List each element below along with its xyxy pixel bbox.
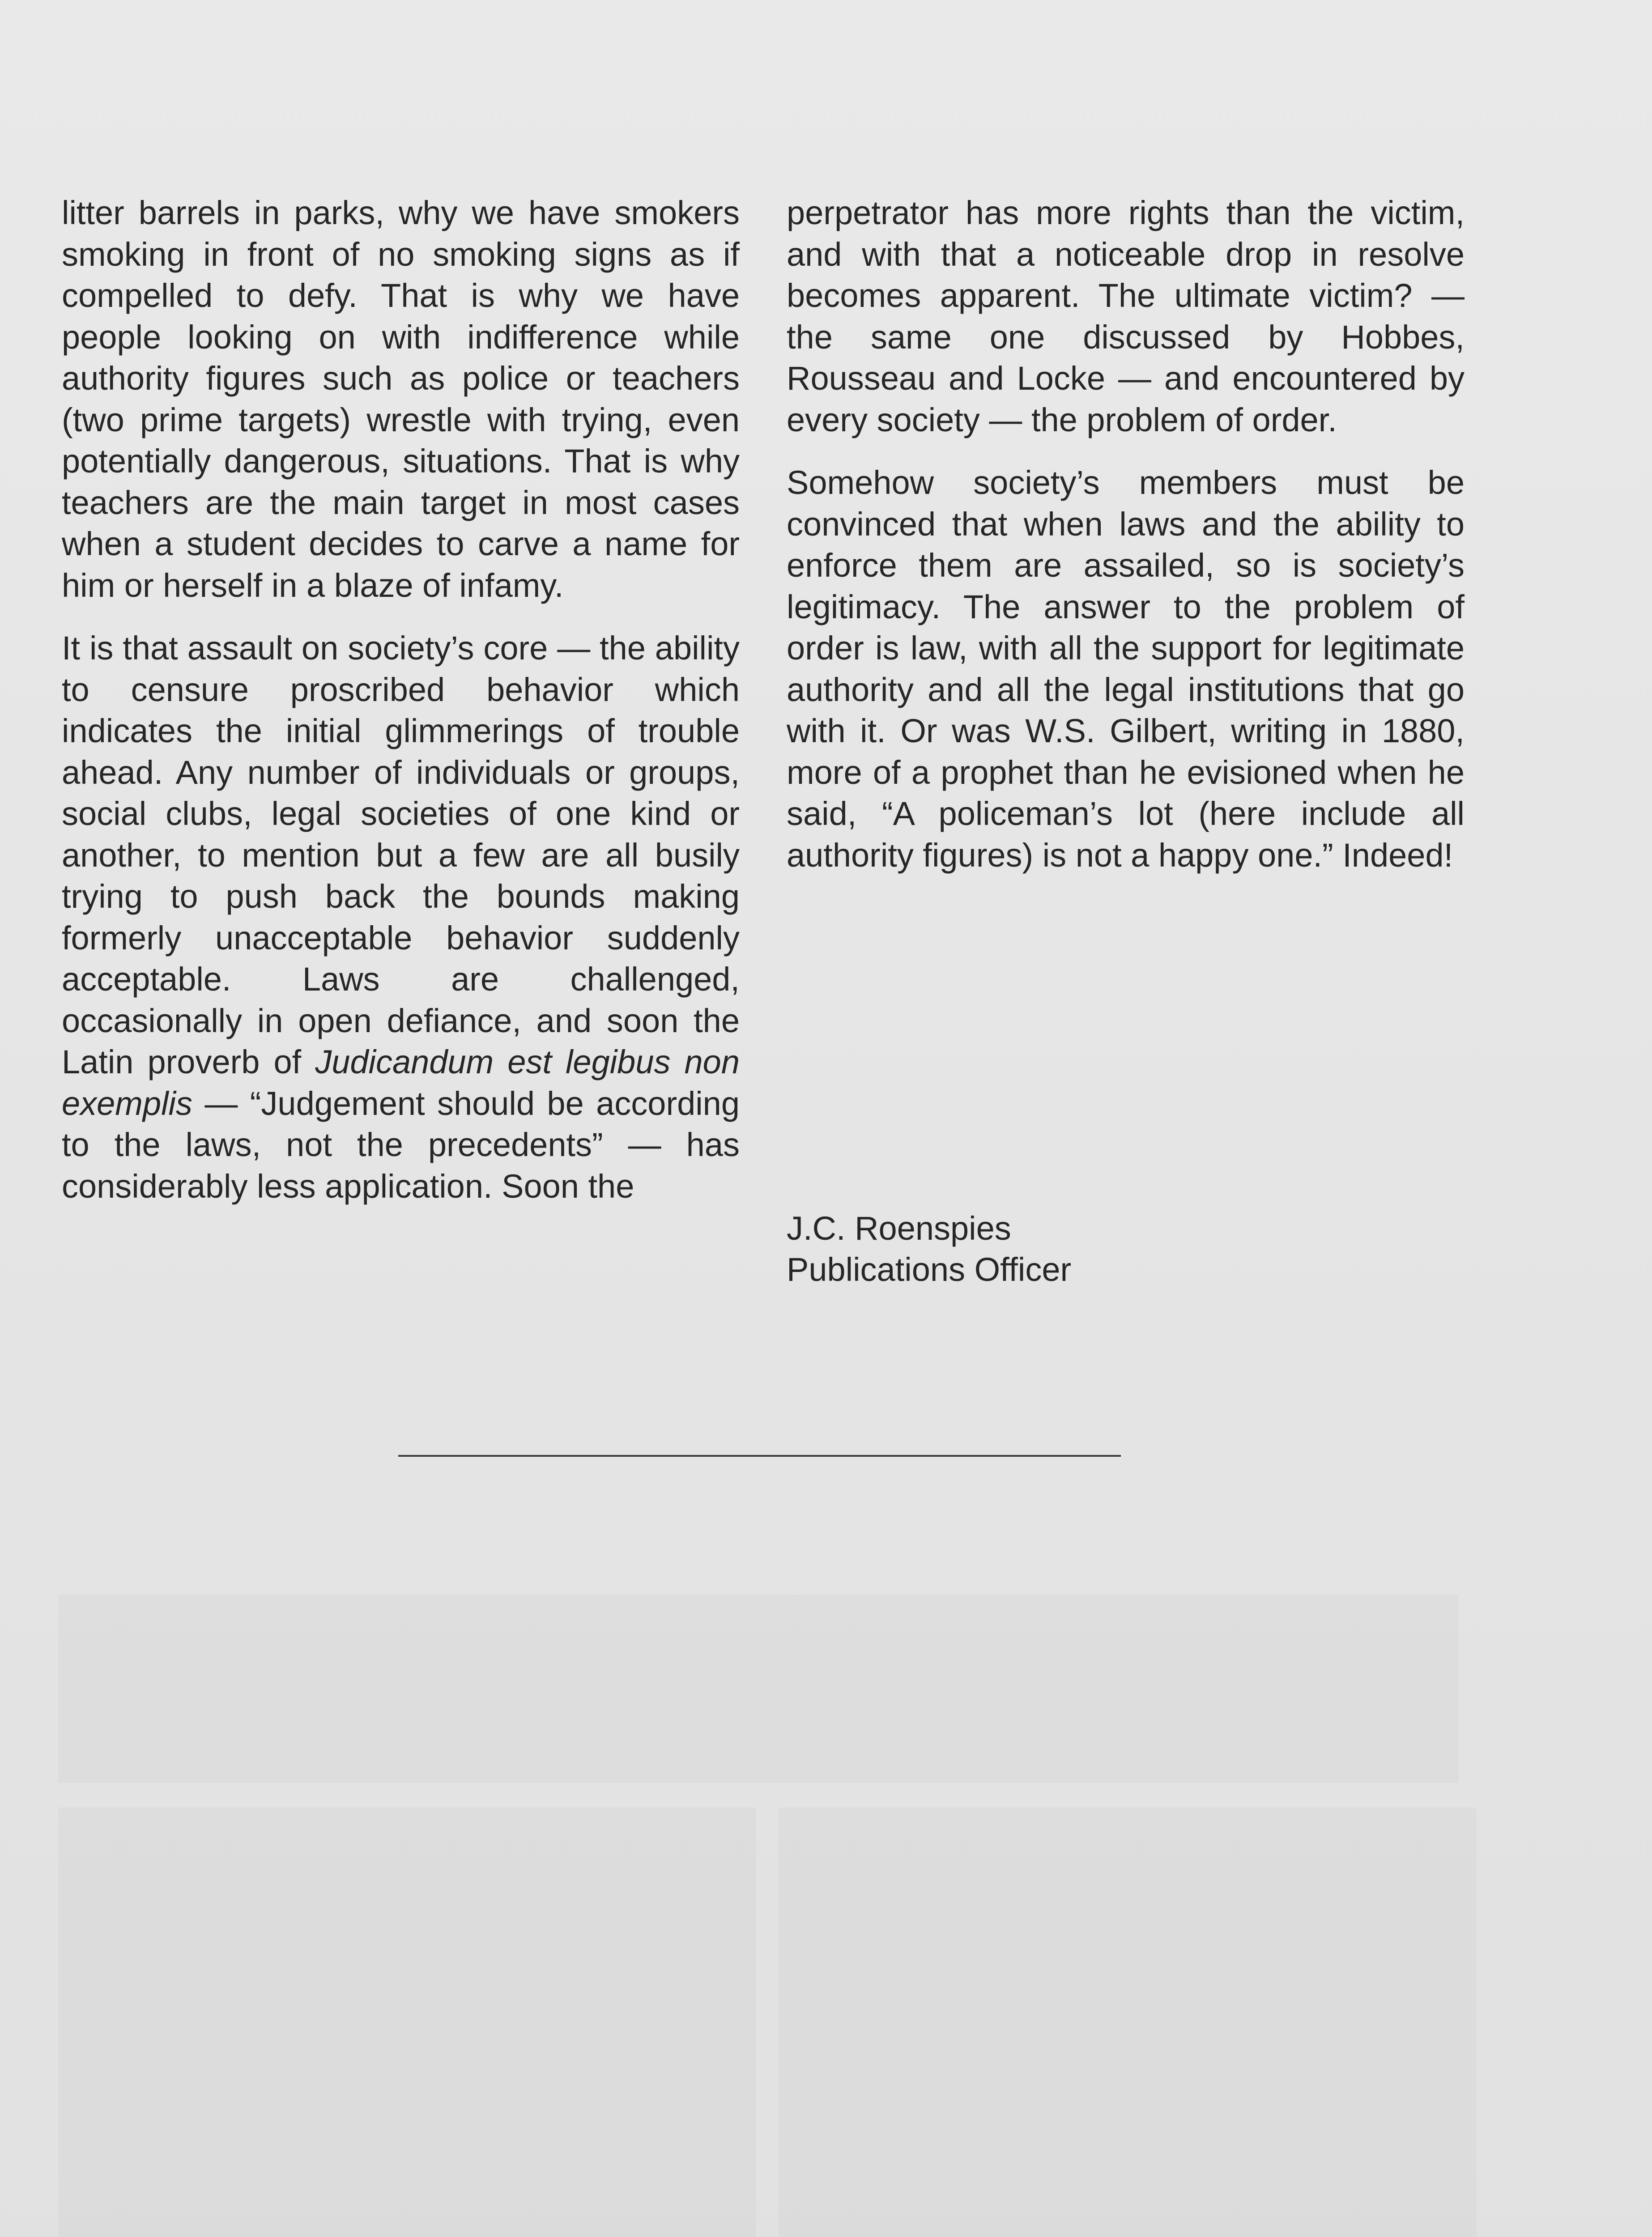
bleed-through-block-right bbox=[779, 1807, 1477, 2237]
article-paragraph: perpetrator has more rights than the victim, and with that a noticeable drop in resolve becomes apparent. The ultimate victim? — the same one discussed by Hobbes, Rousseau and Locke — and encountered by every society — the problem of order. bbox=[787, 194, 1465, 438]
article-paragraph: litter barrels in parks, why we have smokers smoking in front of no smoking signs as if compelled to defy. That is why we have people looking on with indifference while authority figures such as police or teachers (two prime targets) wrestle with trying, even potentially dangerous, situations. That is why teachers are the main target in most cases when a student decides to carve a name for him or herself in a blaze of infamy. bbox=[62, 194, 740, 604]
section-divider bbox=[398, 1455, 1121, 1457]
bleed-through-block bbox=[58, 1807, 756, 2237]
paragraph-text: It is that assault on society’s core — the ability to censure proscribed behavior which indicates the initial glimmerings of trouble ahead. Any number of individuals or groups, social clubs, legal societies of one kind or another, to mention but a few are all busily trying to push back the bounds making formerly unacceptable behavior suddenly acceptable. Laws are challenged, occasionally in open defiance, and soon the Latin proverb of bbox=[62, 629, 740, 1080]
article-paragraph bbox=[62, 628, 740, 1207]
article-right-column bbox=[787, 192, 1465, 897]
author-signature bbox=[787, 1208, 1071, 1290]
article-paragraph: Somehow society’s members must be convinced that when laws and the ability to enforce them are assailed, so is society’s legitimacy. The answer to the problem of order is law, with all the support for legitimate authority and all the legal institutions that go with it. Or was W.S. Gilbert, writing in 1880, more of a prophet than he evisioned when he said, “A policeman’s lot (here include all authority figures) is not a happy one.” Indeed! bbox=[787, 464, 1465, 874]
paragraph-text: — “Judgement should be according to the laws, not the precedents” — has considerably less application. Soon the bbox=[62, 1084, 740, 1205]
article-left-column bbox=[62, 192, 740, 1229]
bleed-through-band bbox=[58, 1595, 1459, 1783]
author-name: J.C. Roenspies bbox=[787, 1210, 1011, 1247]
author-title: Publications Officer bbox=[787, 1251, 1072, 1288]
latin-proverb: Judicandum est legibus non exemplis bbox=[62, 1043, 740, 1122]
